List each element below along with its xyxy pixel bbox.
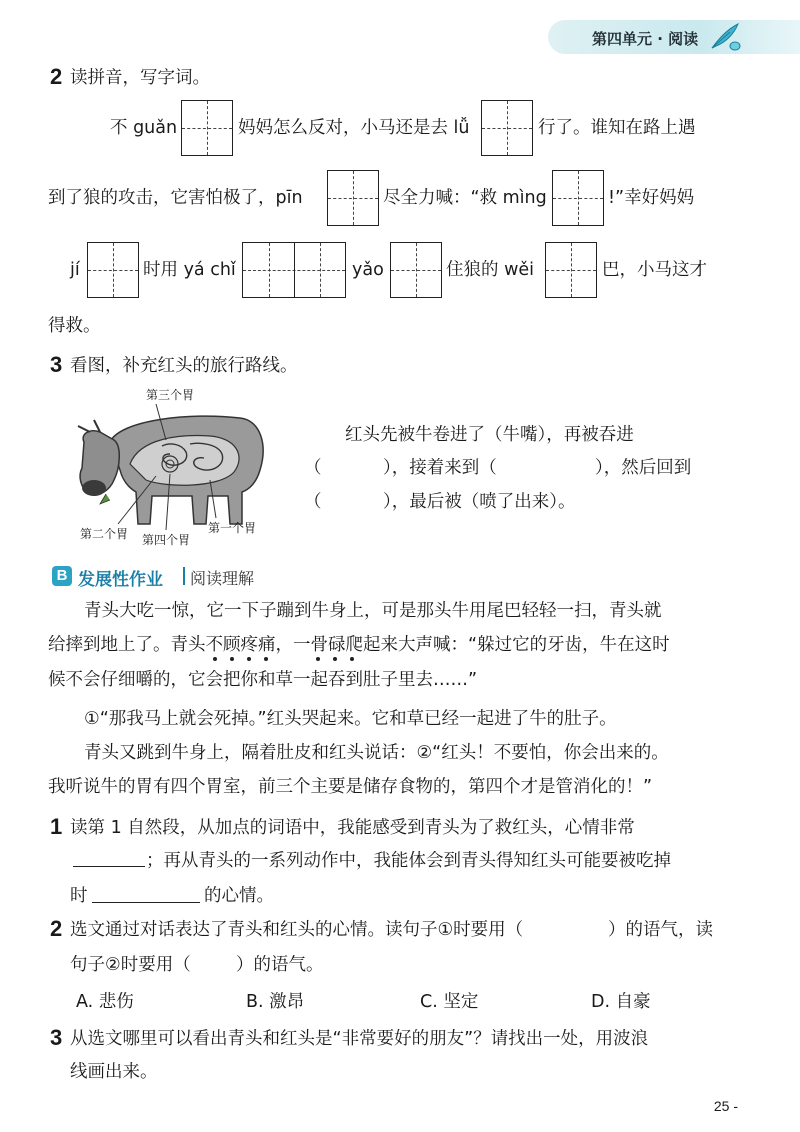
unit-label: 第四单元 · 阅读 xyxy=(592,30,699,48)
sentence-text: 到了狼的攻击，它害怕极了，pīn xyxy=(48,188,303,208)
route-text-2c: ），然后回到 xyxy=(595,458,692,478)
question-text: 读第 1 自然段，从加点的词语中，我能感受到青头为了救红头，心情非常 xyxy=(70,818,635,838)
stomach-label-3: 第三个胃 xyxy=(146,388,195,402)
sentence-text: 时用 yá chǐ xyxy=(143,260,236,280)
writing-box[interactable] xyxy=(327,170,379,226)
stomach-label-2: 第二个胃 xyxy=(80,527,129,541)
passage-line: 青头又跳到牛身上，隔着肚皮和红头说话：②“红头！不要怕，你会出来的。 xyxy=(84,743,669,763)
passage-line: 我听说牛的胃有四个胃室，前三个主要是储存食物的，第四个才是管消化的！” xyxy=(48,777,653,797)
section-divider xyxy=(183,567,185,585)
sentence-text: 住狼的 wěi xyxy=(446,260,535,280)
page-number: 25 - xyxy=(713,1098,738,1114)
question-text: 从选文哪里可以看出青头和红头是“非常要好的朋友”？请找出一处，用波浪 xyxy=(70,1029,649,1049)
writing-box[interactable] xyxy=(552,170,604,226)
emphasis-dot xyxy=(230,657,234,661)
writing-box[interactable] xyxy=(545,242,597,298)
feather-icon xyxy=(708,22,742,52)
passage-line: ①“那我马上就会死掉。”红头哭起来。它和草已经一起进了牛的肚子。 xyxy=(84,709,617,729)
emphasis-dot xyxy=(213,657,217,661)
question-title: 看图，补充红头的旅行路线。 xyxy=(70,356,298,376)
sentence-text: 妈妈怎么反对，小马还是去 lǚ xyxy=(238,118,470,138)
sentence-text: 行了。谁知在路上遇 xyxy=(538,118,696,138)
emphasis-dot xyxy=(316,657,320,661)
emphasis-dot xyxy=(333,657,337,661)
stomach-label-1: 第一个胃 xyxy=(208,521,257,535)
pinyin-text: 不 guǎn xyxy=(110,118,178,138)
option-a[interactable]: A. 悲伤 xyxy=(76,992,134,1012)
question-number: 1 xyxy=(50,814,63,839)
route-paren-open: （ xyxy=(304,492,322,512)
route-paren-open: （ xyxy=(304,458,322,478)
writing-box[interactable] xyxy=(87,242,139,298)
route-text-2: ），接着来到（ xyxy=(383,458,497,478)
question-number: 2 xyxy=(50,916,63,941)
route-text-3: ），最后被（喷了出来）。 xyxy=(383,492,576,512)
pinyin-text: jí xyxy=(70,260,80,280)
sentence-text: 尽全力喊：“救 mìng xyxy=(383,188,547,208)
passage-line: 给摔到地上了。青头不顾疼痛，一骨碌爬起来大声喊：“躲过它的牙齿，牛在这时 xyxy=(48,635,670,655)
option-b[interactable]: B. 激昂 xyxy=(246,992,305,1012)
writing-box-double[interactable] xyxy=(242,242,346,298)
question-text: 句子②时要用（ xyxy=(70,955,191,975)
section-title: 发展性作业 xyxy=(78,570,163,590)
stomach-label-4: 第四个胃 xyxy=(142,533,191,547)
option-d[interactable]: D. 自豪 xyxy=(591,992,651,1012)
question-text: ；再从青头的一系列动作中，我能体会到青头得知红头可能要被吃掉 xyxy=(146,851,671,871)
section-badge: B xyxy=(52,566,72,586)
question-title: 读拼音，写字词。 xyxy=(70,68,210,88)
question-text: ）的语气，读 xyxy=(608,920,713,940)
question-text: 时 xyxy=(70,886,88,906)
emphasis-dot xyxy=(350,657,354,661)
sentence-text: 得救。 xyxy=(48,316,101,336)
answer-blank[interactable] xyxy=(92,902,200,903)
writing-box[interactable] xyxy=(390,242,442,298)
question-number: 3 xyxy=(50,1025,63,1050)
question-number: 2 xyxy=(50,64,63,89)
question-text: 选文通过对话表达了青头和红头的心情。读句子①时要用（ xyxy=(70,920,524,940)
question-text: 线画出来。 xyxy=(70,1062,158,1082)
answer-blank[interactable] xyxy=(73,866,145,867)
question-number: 3 xyxy=(50,352,63,377)
pinyin-text: yǎo xyxy=(352,260,384,280)
unit-header-tab xyxy=(548,20,800,54)
writing-box[interactable] xyxy=(481,100,533,156)
emphasis-dot xyxy=(247,657,251,661)
sentence-text: !”幸好妈妈 xyxy=(608,188,695,208)
passage-line: 候不会仔细嚼的，它会把你和草一起吞到肚子里去……” xyxy=(48,670,478,690)
passage-line: 青头大吃一惊，它一下子蹦到牛身上，可是那头牛用尾巴轻轻一扫，青头就 xyxy=(84,601,662,621)
section-subtitle: 阅读理解 xyxy=(190,569,255,588)
emphasis-dot xyxy=(264,657,268,661)
route-text-1: 红头先被牛卷进了（牛嘴），再被吞进 xyxy=(345,425,634,445)
question-text: 的心情。 xyxy=(204,886,274,906)
writing-box[interactable] xyxy=(181,100,233,156)
option-c[interactable]: C. 坚定 xyxy=(420,992,479,1012)
sentence-text: 巴，小马这才 xyxy=(602,260,707,280)
question-text: ）的语气。 xyxy=(236,955,324,975)
